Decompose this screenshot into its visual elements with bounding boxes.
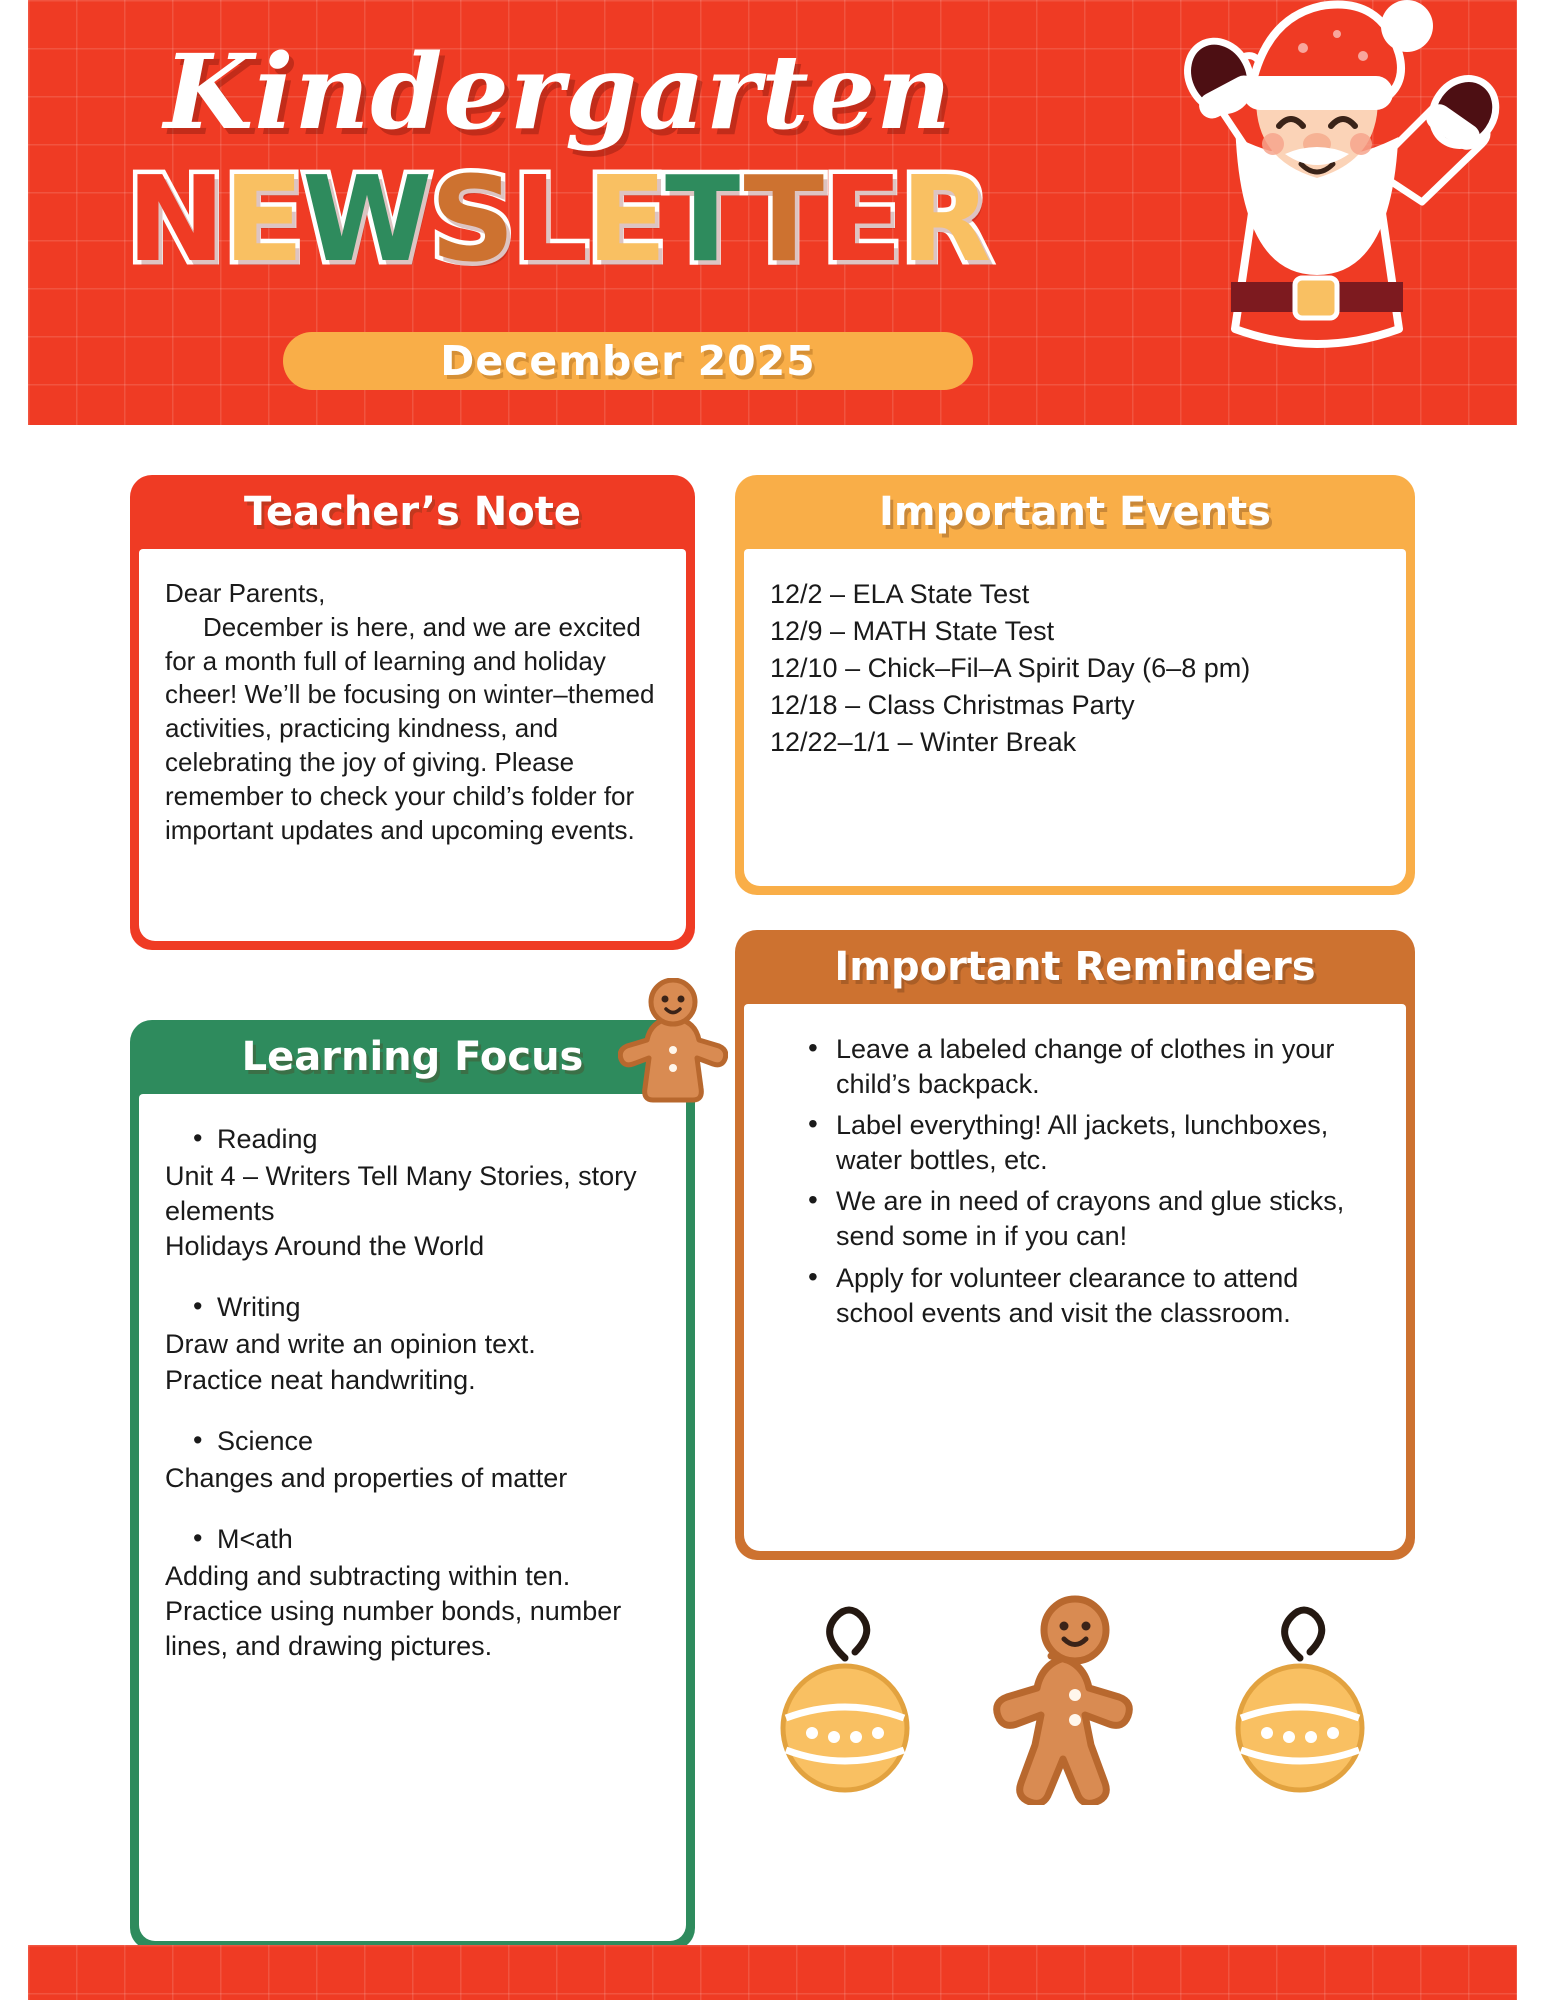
- learning-focus-subject: • Reading: [165, 1122, 660, 1157]
- newsletter-letter-8: E: [821, 150, 901, 288]
- learning-focus-card: [130, 1020, 695, 1950]
- santa-illustration: [1107, 0, 1507, 399]
- bauble-ornament-icon: [760, 1600, 930, 1805]
- event-item: 12/10 – Chick–Fil–A Spirit Day (6–8 pm): [770, 653, 1251, 684]
- newsletter-letter-5: E: [586, 150, 665, 288]
- reminder-item: • Apply for volunteer clearance to attend school events and visit the classroom.: [808, 1261, 1380, 1331]
- gingerbread-man-icon: [618, 978, 728, 1118]
- important-reminders-body: [744, 1004, 1406, 1551]
- gingerbread-man-icon: [985, 1590, 1165, 1810]
- learning-focus-subject: • Science: [165, 1424, 660, 1459]
- important-events-card: [735, 475, 1415, 895]
- event-item: 12/22–1/1 – Winter Break: [770, 727, 1077, 758]
- newsletter-block-title: [28, 150, 1088, 288]
- event-item: 12/2 – ELA State Test: [770, 579, 1030, 609]
- reminder-item: • We are in need of crayons and glue sticks, send some in if you can!: [808, 1184, 1380, 1254]
- learning-focus-spacer: [165, 1496, 660, 1522]
- event-item: 12/18 – Class Christmas Party: [770, 690, 1135, 721]
- learning-focus-detail: Unit 4 – Writers Tell Many Stories, story elements: [165, 1161, 637, 1227]
- important-events-header: [735, 475, 1415, 549]
- learning-focus-detail: Holidays Around the World: [165, 1231, 485, 1262]
- learning-focus-detail: Adding and subtracting within ten.: [165, 1560, 571, 1591]
- newsletter-letter-0: N: [126, 150, 224, 288]
- important-events-title: Important Events: [879, 489, 1271, 535]
- newsletter-letter-1: E: [223, 150, 302, 288]
- important-events-list: [744, 549, 1406, 886]
- learning-focus-detail: Practice neat handwriting.: [165, 1364, 476, 1395]
- date-pill-label: December 2025: [440, 337, 816, 385]
- teachers-note-title: Teacher’s Note: [244, 489, 581, 535]
- teachers-note-header: [130, 475, 695, 549]
- important-reminders-title: Important Reminders: [834, 944, 1316, 990]
- reminder-item: • Label everything! All jackets, lunchboxes, water bottles, etc.: [808, 1108, 1380, 1178]
- important-reminders-card: [735, 930, 1415, 1560]
- learning-focus-detail: Practice using number bonds, number lines, and drawing pictures.: [165, 1596, 622, 1662]
- date-pill: [283, 332, 973, 390]
- event-item: 12/9 – MATH State Test: [770, 616, 1055, 647]
- newsletter-letter-6: T: [664, 150, 744, 288]
- teachers-note-text: December is here, and we are excited for a month full of learning and holiday cheer! We’ll be focusing on winter–themed activities, practicing kindness, and celebrating the joy of giving. Please remember to check your child’s folder for important updates and upcoming events.: [165, 611, 655, 845]
- newsletter-header: [28, 0, 1517, 425]
- newsletter-letter-3: S: [430, 150, 514, 288]
- teachers-note-body: [139, 549, 686, 941]
- learning-focus-body: [139, 1094, 686, 1941]
- learning-focus-spacer: [165, 1264, 660, 1290]
- newsletter-letter-4: L: [513, 150, 587, 288]
- newsletter-script-title: Kindergarten: [163, 32, 953, 153]
- learning-focus-subject: • M<ath: [165, 1522, 660, 1557]
- teachers-note-card: [130, 475, 695, 950]
- important-reminders-list: [770, 1032, 1380, 1331]
- learning-focus-spacer: [165, 1398, 660, 1424]
- learning-focus-title: Learning Focus: [241, 1034, 584, 1080]
- newsletter-letter-2: W: [301, 150, 431, 288]
- newsletter-letter-9: R: [900, 150, 990, 288]
- learning-focus-detail: Draw and write an opinion text.: [165, 1329, 536, 1360]
- learning-focus-subject: • Writing: [165, 1290, 660, 1325]
- teachers-note-salutation: Dear Parents,: [165, 578, 326, 608]
- learning-focus-detail: Changes and properties of matter: [165, 1462, 568, 1493]
- reminder-item: • Leave a labeled change of clothes in your child’s backpack.: [808, 1032, 1380, 1102]
- bottom-decoration-row: [760, 1590, 1380, 1820]
- learning-focus-header: [130, 1020, 695, 1094]
- footer-bar: [28, 1945, 1517, 2000]
- important-reminders-header: [735, 930, 1415, 1004]
- newsletter-letter-7: T: [743, 150, 822, 288]
- bauble-ornament-icon: [1215, 1600, 1385, 1805]
